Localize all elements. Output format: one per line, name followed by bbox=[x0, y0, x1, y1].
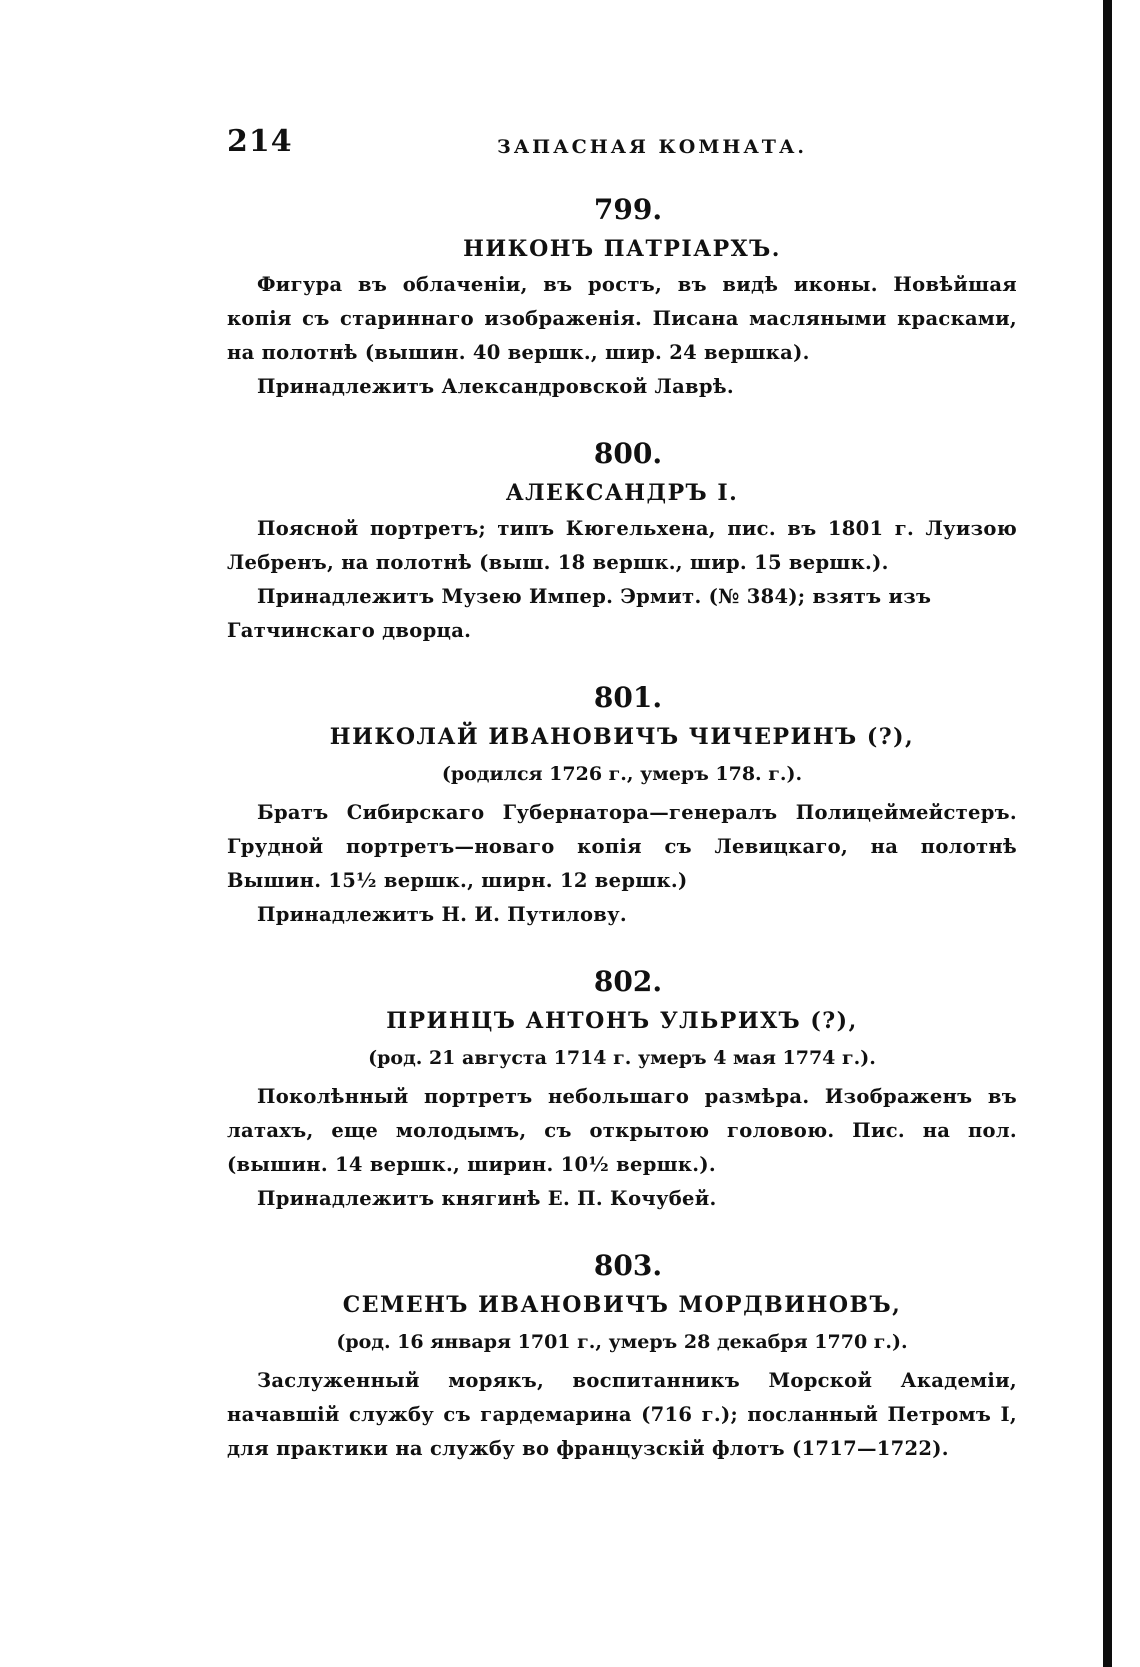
entry-description: Братъ Сибирскаго Губернатора—генералъ Полицеймейстеръ. Грудной портретъ—новаго копiя съ Левицкаго, на полотнѣ Вышин. 15½ вершк., ширн. 12 вершк.) bbox=[227, 801, 1017, 892]
entry-number: 803. bbox=[593, 1249, 663, 1282]
entry-dates: (род. 21 августа 1714 г. умеръ 4 мая 1774 г.). bbox=[368, 1047, 876, 1069]
entry-description: Поколѣнный портретъ небольшаго размѣра. Изображенъ въ латахъ, еще молодымъ, съ открытою головою. Пис. на пол. (вышин. 14 вершк., ширин. 10½ вершк.). bbox=[227, 1085, 1017, 1176]
entry-name: ПРИНЦЪ АНТОНЪ УЛЬРИХЪ (?), bbox=[386, 1008, 858, 1034]
entry-owner: Принадлежитъ Музею Импер. Эрмит. (№ 384); взятъ изъ Гатчинскаго дворца. bbox=[227, 585, 932, 642]
entry-description: Поясной портретъ; типъ Кюгельхена, пис. въ 1801 г. Луизою Лебренъ, на полотнѣ (выш. 18 вершк., шир. 15 вершк.). bbox=[227, 517, 1017, 574]
page-number: 214 bbox=[227, 124, 293, 159]
entry-name: АЛЕКСАНДРЪ I. bbox=[505, 480, 739, 506]
entry-owner: Принадлежитъ княгинѣ Е. П. Кочубей. bbox=[257, 1187, 717, 1210]
entry-number: 799. bbox=[593, 193, 663, 226]
scan-edge-shadow bbox=[1103, 0, 1112, 1667]
entry-number: 802. bbox=[593, 965, 663, 998]
entry-number: 800. bbox=[593, 437, 663, 470]
catalog-entry bbox=[227, 434, 1017, 648]
entry-owner: Принадлежитъ Александровской Лаврѣ. bbox=[257, 375, 734, 398]
entry-description: Фигура въ облаченiи, въ ростъ, въ видѣ иконы. Новѣйшая копiя съ стариннаго изображенiя. Писана масляными красками, на полотнѣ (вышин. 40 вершк., шир. 24 вершка). bbox=[227, 273, 1017, 364]
catalog-entry bbox=[227, 190, 1017, 404]
entry-dates: (родился 1726 г., умеръ 178. г.). bbox=[441, 763, 803, 785]
running-title: ЗАПАСНАЯ КОМНАТА. bbox=[497, 136, 808, 158]
entry-owner: Принадлежитъ Н. И. Путилову. bbox=[257, 903, 627, 926]
page-header bbox=[227, 124, 1017, 164]
catalog-entry bbox=[227, 962, 1017, 1216]
entry-description: Заслуженный морякъ, воспитанникъ Морской Академiи, начавшiй службу съ гардемарина (716 г.); посланный Петромъ I, для практики на службу во французскiй флотъ (1717—1722). bbox=[227, 1369, 1017, 1460]
entry-name: НИКОНЪ ПАТРIАРХЪ. bbox=[463, 236, 781, 262]
entry-number: 801. bbox=[593, 681, 663, 714]
entry-name: НИКОЛАЙ ИВАНОВИЧЪ ЧИЧЕРИНЪ (?), bbox=[329, 724, 915, 750]
entry-dates: (род. 16 января 1701 г., умеръ 28 декабря 1770 г.). bbox=[336, 1331, 908, 1353]
entry-name: СЕМЕНЪ ИВАНОВИЧЪ МОРДВИНОВЪ, bbox=[342, 1292, 902, 1318]
catalog-entry bbox=[227, 678, 1017, 932]
catalog-entries bbox=[227, 190, 1017, 1496]
catalog-entry bbox=[227, 1246, 1017, 1466]
